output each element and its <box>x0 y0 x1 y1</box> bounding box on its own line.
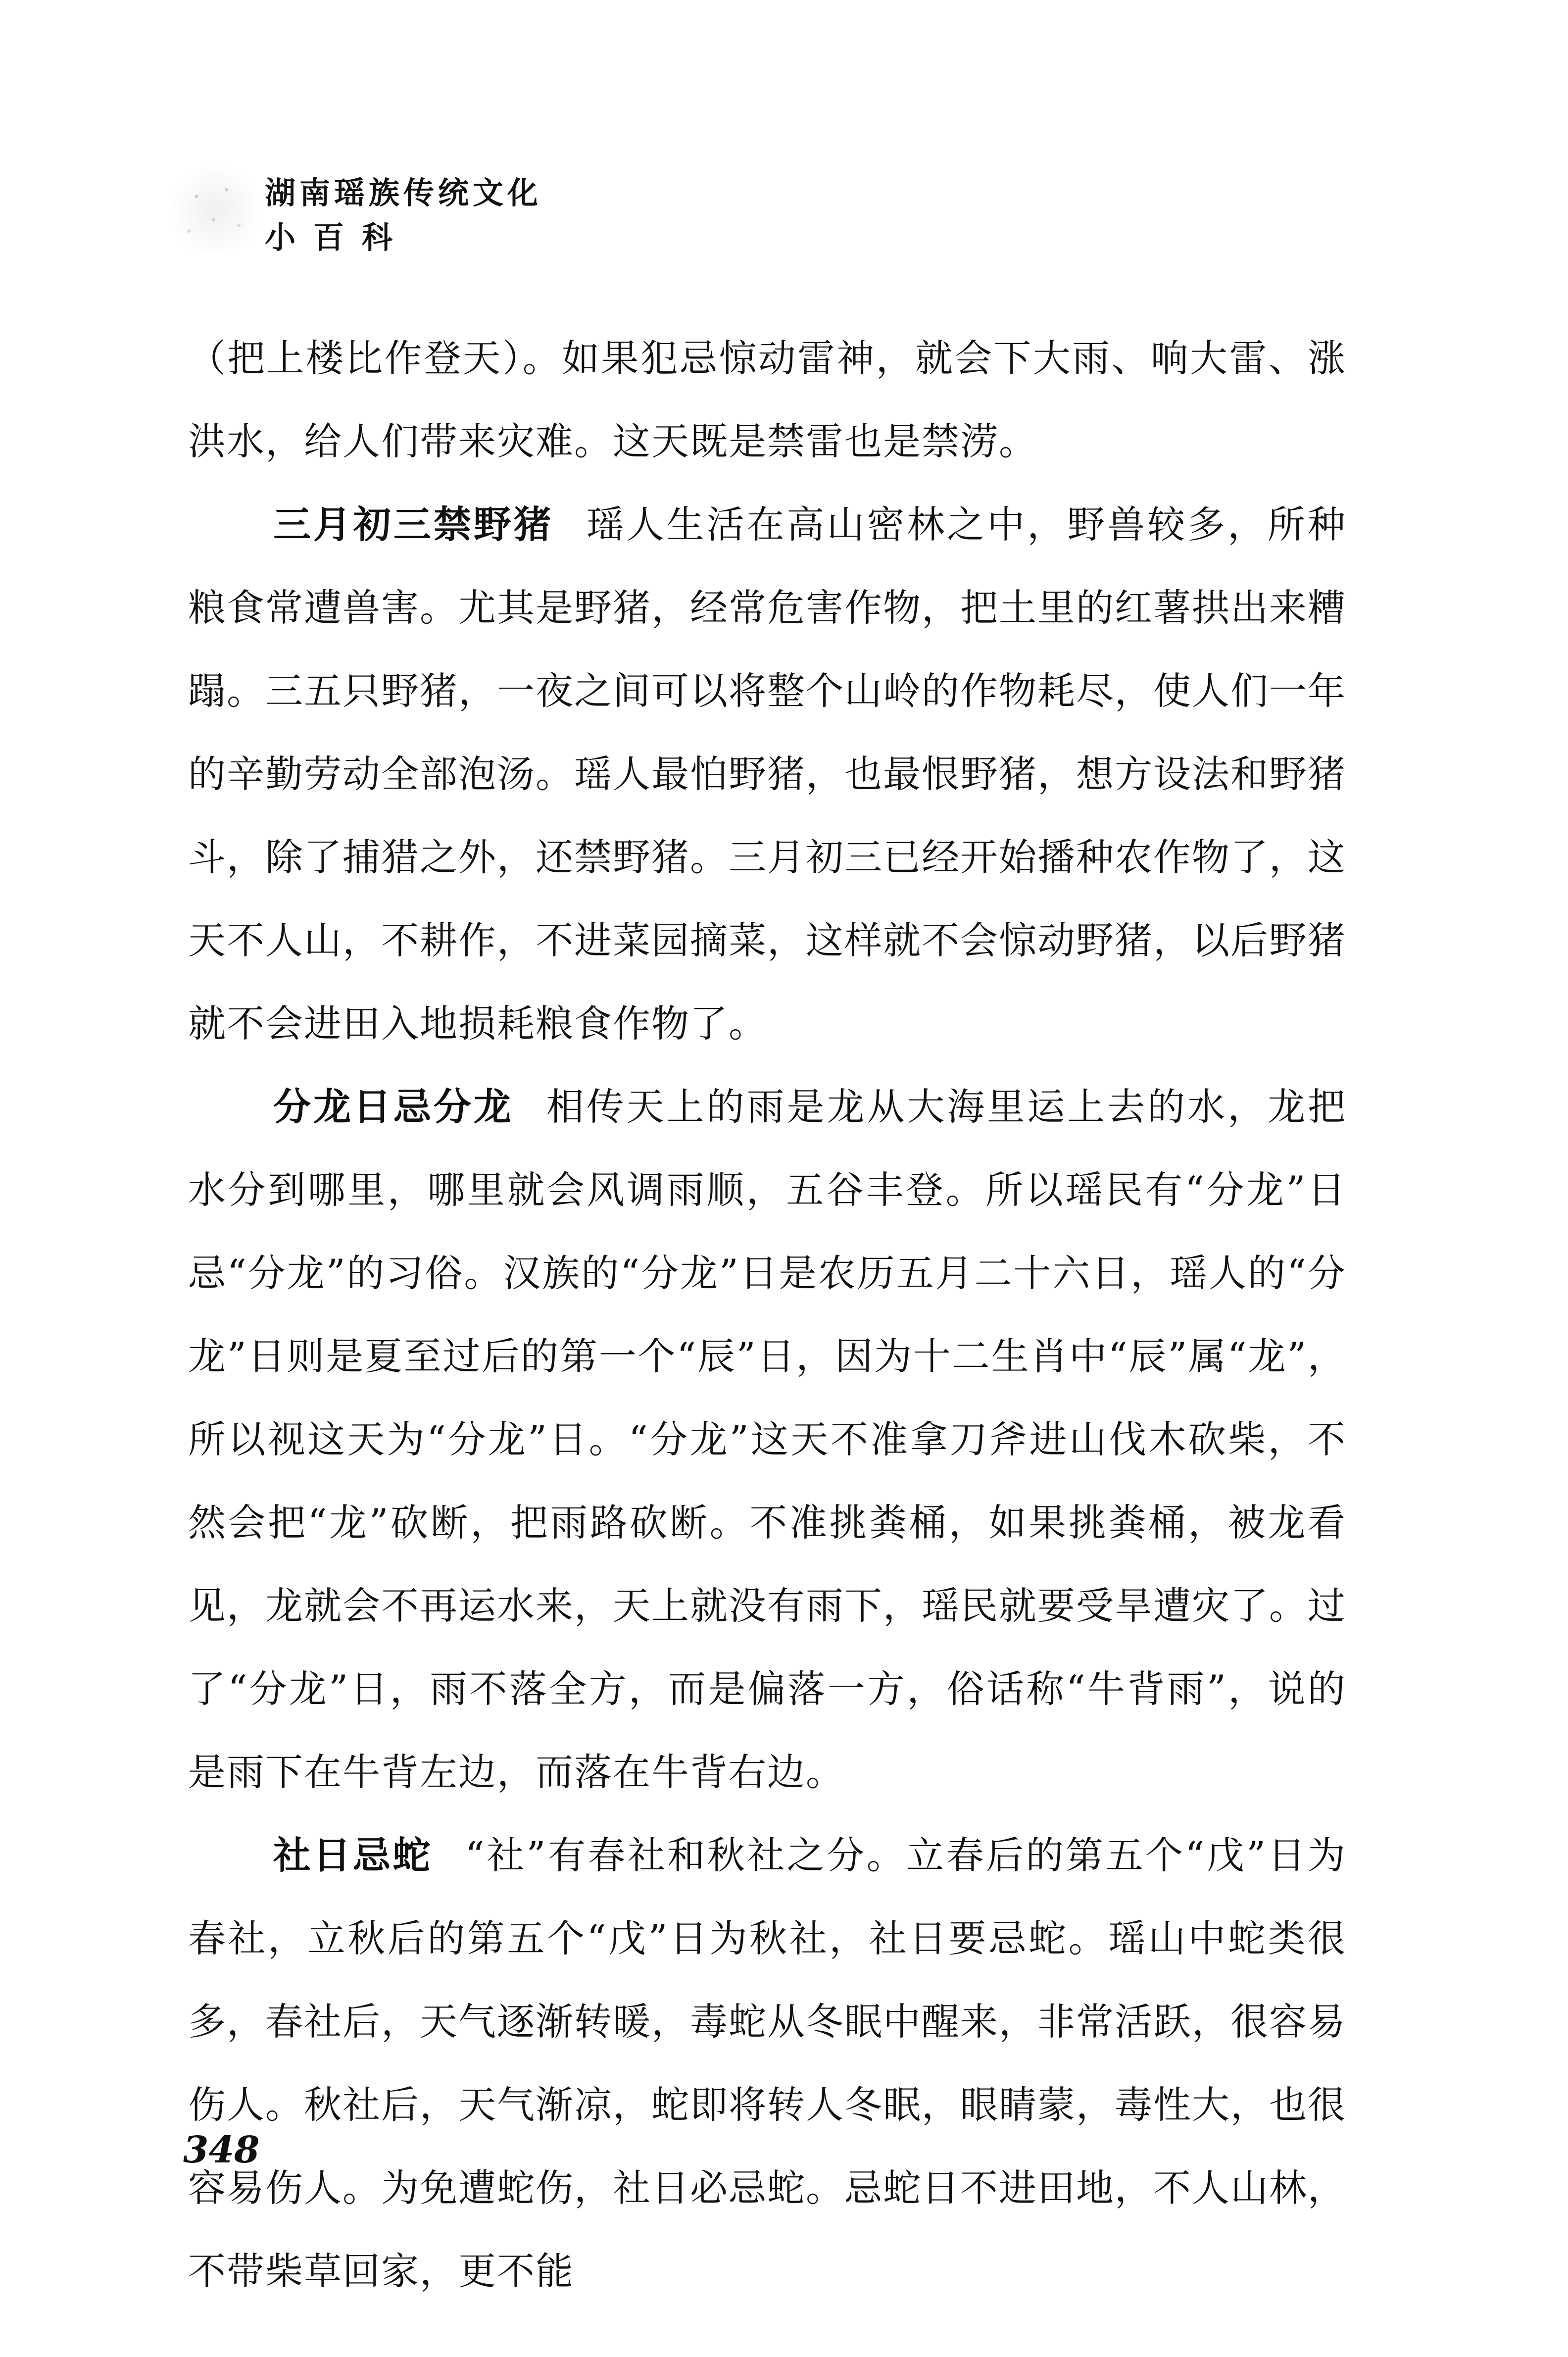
paragraph-text: 相传天上的雨是龙从大海里运上去的水，龙把水分到哪里，哪里就会风调雨顺，五谷丰登。所以瑶民有“分龙”日忌“分龙”的习俗。汉族的“分龙”日是农历五月二十六日，瑶人的“分龙”日则是夏至过后的第一个“辰”日，因为十二生肖中“辰”属“龙”，所以视这天为“分龙”日。“分龙”这天不准拿刀斧进山伐木砍柴，不然会把“龙”砍断，把雨路砍断。不准挑粪桶，如果挑粪桶，被龙看见，龙就会不再运水来，天上就没有雨下，瑶民就要受旱遭灾了。过了“分龙”日，雨不落全方，而是偏落一方，俗话称“牛背雨”，说的是雨下在牛背左边，而落在牛背右边。 <box>188 1085 1347 1794</box>
paragraph-snake-taboo <box>188 1814 1346 2313</box>
series-subtitle: 小百科 <box>265 219 411 255</box>
paragraph-text: “社”有春社和秋社之分。立春后的第五个“戊”日为春社，立秋后的第五个“戊”日为秋社，社日要忌蛇。瑶山中蛇类很多，春社后，天气逐渐转暖，毒蛇从冬眠中醒来，非常活跃，很容易伤人。秋社后，天气渐凉，蛇即将转人冬眠，眼睛蒙，毒性大，也很容易伤人。为免遭蛇伤，社日必忌蛇。忌蛇日不进田地，不人山林，不带柴草回家，更不能 <box>188 1833 1347 2293</box>
page-number: 348 <box>183 2129 260 2171</box>
paragraph-text: （把上楼比作登天）。如果犯忌惊动雷神，就会下大雨、响大雷、涨洪水，给人们带来灾难。这天既是禁雷也是禁涝。 <box>188 336 1346 463</box>
paragraph-wild-boar-taboo <box>188 483 1346 1065</box>
paragraph-dragon-day-taboo <box>188 1065 1346 1814</box>
decorative-ornament-icon <box>168 163 262 257</box>
series-title: 湖南瑶族传统文化 <box>265 175 542 211</box>
running-header <box>168 149 861 277</box>
paragraph-term: 三月初三禁野猪 <box>273 502 554 547</box>
paragraph-term: 社日忌蛇 <box>273 1833 433 1877</box>
paragraph-text: 瑶人生活在高山密林之中，野兽较多，所种粮食常遭兽害。尤其是野猪，经常危害作物，把土里的红薯拱出来糟蹋。三五只野猪，一夜之间可以将整个山岭的作物耗尽，使人们一年的辛勤劳动全部泡汤。瑶人最怕野猪，也最恨野猪，想方设法和野猪斗，除了捕猎之外，还禁野猪。三月初三已经开始播种农作物了，这天不人山，不耕作，不进菜园摘菜，这样就不会惊动野猪，以后野猪就不会进田入地损耗粮食作物了。 <box>188 502 1347 1046</box>
body-text <box>188 317 1346 2313</box>
paragraph-continuation <box>188 317 1346 483</box>
paragraph-term: 分龙日忌分龙 <box>273 1085 514 1129</box>
